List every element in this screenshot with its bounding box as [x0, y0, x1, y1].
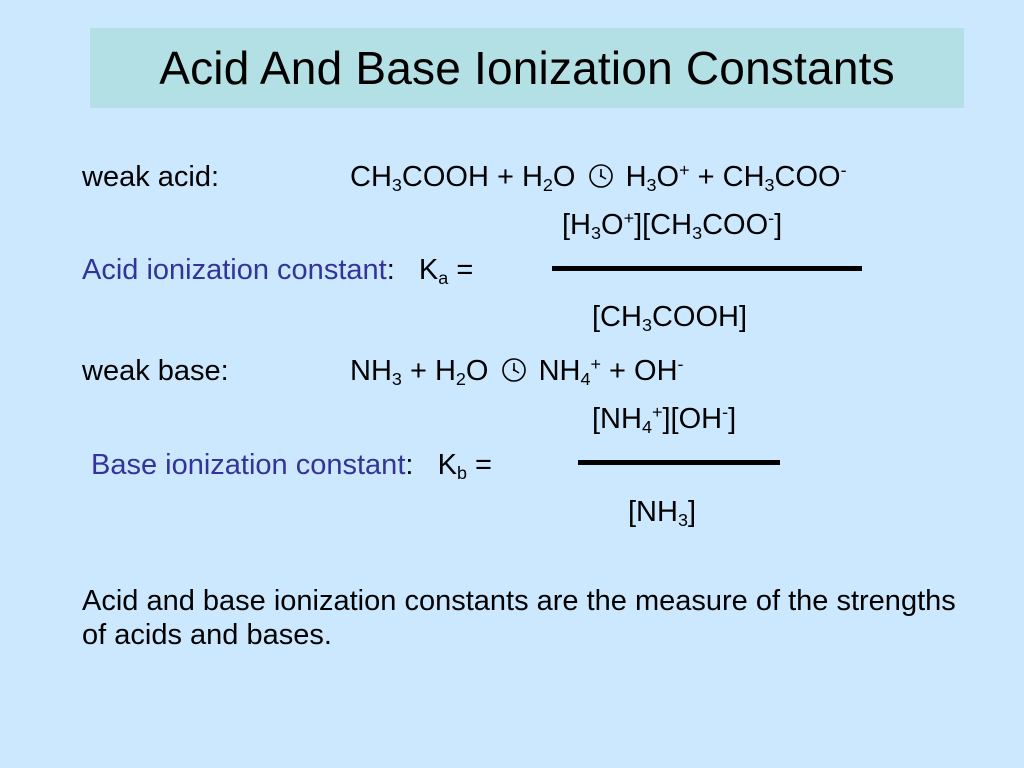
base-constant-label: Base ionization constant [91, 449, 406, 481]
clock-icon [588, 163, 614, 189]
base-numerator: $[NH_4^+][OH^-]$ [592, 402, 737, 438]
acid-numerator: $[H_3O^+][CH_3COO^-]$ [562, 208, 783, 244]
base-denominator: $[NH_3]$ [628, 496, 697, 531]
acid-equation: $CH_3COOH + H_2O$ $H_3O^+ + CH_3COO^-$ [350, 160, 847, 196]
weak-base-label: weak base: [82, 355, 229, 387]
acid-constant-label: Acid ionization constant [82, 254, 387, 286]
weak-acid-label: weak acid: [82, 161, 220, 193]
slide-title: Acid And Base Ionization Constants [159, 42, 895, 94]
acid-fraction-line [552, 266, 862, 271]
acid-denominator: $[CH_3COOH]$ [592, 301, 748, 336]
clock-icon [501, 357, 527, 383]
acid-constant-row: Acid ionization constant: $K_a$ = [82, 254, 474, 289]
base-constant-row: Base ionization constant: $K_b$ = [91, 449, 492, 484]
base-fraction-line [578, 460, 780, 465]
title-bar [90, 28, 964, 108]
summary-paragraph: Acid and base ionization constants are the measure of the strengths of acids and bases. [82, 585, 956, 651]
base-equation: $NH_3 + H_2O$ $NH_4^+ + OH^-$ [350, 354, 684, 390]
